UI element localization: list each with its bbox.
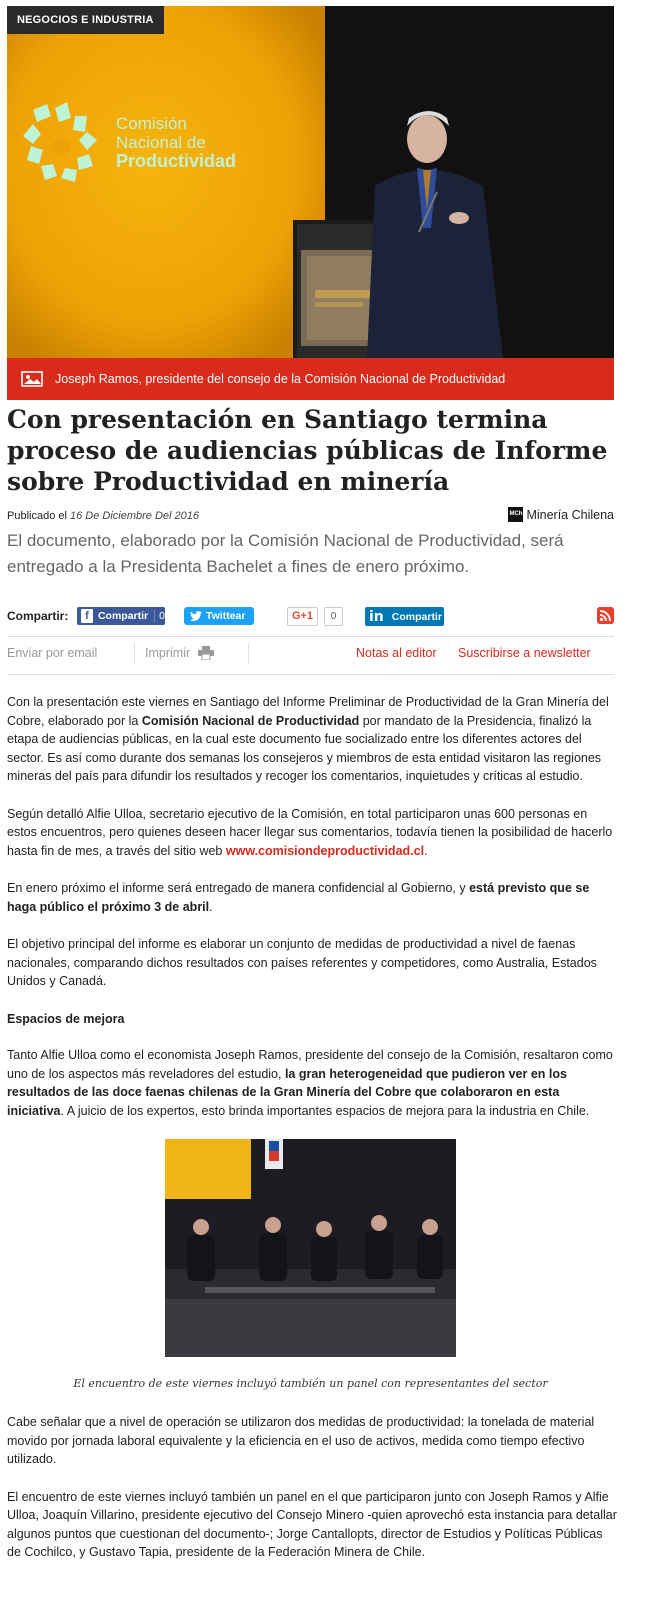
hero-photo: [7, 6, 614, 358]
facebook-icon: f: [81, 609, 93, 623]
facebook-share-button[interactable]: [77, 607, 165, 625]
paragraph: El encuentro de este viernes incluyó también un panel en el que participaron junto con Joseph Ramos y Alfie Ulloa, Joaquín Villarino, presidente ejecutivo del Consejo Minero -quien aprovechó esta instancia para detallar algunos puntos que cuestionan del documento-; Jorge Cantallopts, director de Estudios y Políticas Públicas de Cochilco, y Gustavo Tapia, presidente de la Federación Minera de Chile.: [7, 1489, 617, 1559]
share-label: Compartir:: [7, 609, 69, 623]
source-name: Minería Chilena: [526, 507, 614, 522]
screen-logo-line: Comisión: [116, 114, 187, 133]
notes-to-editor-link[interactable]: Notas al editor: [356, 646, 437, 660]
bold-text: la gran heterogeneidad que pudieron ver en los resultados de las doce faenas chilenas de la Gran Minería del Cobre que colaboraron en esta iniciativa: [7, 1066, 567, 1118]
article-title: Con presentación en Santiago termina proceso de audiencias públicas de Informe sobre Productividad en minería: [7, 405, 608, 496]
text: . A juicio de los expertos, esto brinda importantes espacios de mejora para la industria en Chile.: [60, 1103, 590, 1118]
separator: [134, 644, 135, 664]
category-badge[interactable]: NEGOCIOS E INDUSTRIA: [7, 6, 164, 34]
screen-logo-text: [116, 114, 236, 171]
separator: [248, 644, 249, 664]
facebook-count: 0: [154, 610, 165, 622]
divider: [7, 636, 614, 637]
gplus-count: 0: [324, 607, 343, 626]
twitter-share-label: Twittear: [206, 610, 246, 622]
published-label: Publicado el: [7, 510, 67, 522]
article-subtitle: El documento, elaborado por la Comisión Nacional de Productividad, será entregado a la Presidenta Bachelet a fines de enero próximo.: [7, 531, 564, 576]
source-logo-icon: MCh: [508, 507, 523, 522]
paragraph: [7, 693, 619, 786]
source[interactable]: [508, 507, 614, 522]
paragraph: Cabe señalar que a nivel de operación se utilizaron dos medidas de productividad: la tonelada de material movido por jornada laboral equivalente y la eficiencia en el uso de activos, medida como tiempo efectivo utilizado.: [7, 1415, 595, 1466]
rss-icon[interactable]: [597, 607, 614, 624]
bold-text: está previsto que se haga público el próximo 3 de abril: [7, 881, 590, 914]
email-link[interactable]: Enviar por email: [7, 646, 98, 660]
print-label: Imprimir: [145, 646, 191, 660]
text: .: [209, 899, 213, 914]
published-date: 16 De Diciembre Del 2016: [70, 510, 200, 522]
article-meta: [7, 507, 614, 526]
text: Según detalló Alfie Ulloa, secretario ejecutivo de la Comisión, en total participaron unas 600 personas en estos encuentros, pero quienes deseen hacer llegar sus comentarios, todavía tienen la posibilidad de hacerlo hasta fin de mes, a través del sitio web: [7, 806, 613, 858]
image-icon: [21, 371, 43, 387]
screen-logo-line: Nacional de: [116, 133, 206, 152]
article-tools: [7, 646, 614, 664]
article-body-continued: [7, 1413, 619, 1581]
paragraph: [7, 1046, 619, 1120]
website-link[interactable]: www.comisiondeproductividad.cl: [225, 843, 425, 858]
paragraph: [7, 805, 619, 861]
bold-text: Comisión Nacional de Productividad: [141, 713, 360, 728]
text: por mandato de la Presidencia, finalizó la etapa de audiencias públicas, en la cual este documento fue socializado entre los diferentes actores del sector. Es así como durante dos semanas los consejeros y miembros de esta entidad visitaron las regiones mineras del país para difundir los resultados y recoger los comentarios, inquietudes y críticas al estudio.: [7, 713, 602, 783]
twitter-share-button[interactable]: [184, 607, 254, 625]
panel-photo: [165, 1139, 456, 1357]
hero-image: [7, 6, 614, 400]
gplus-button[interactable]: G+1: [287, 607, 318, 626]
paragraph: [7, 879, 619, 916]
article-body: [7, 693, 619, 1139]
text: .: [424, 843, 428, 858]
facebook-share-label: Compartir: [97, 610, 149, 622]
print-link[interactable]: [145, 646, 214, 660]
photo-caption-bar: [7, 358, 614, 400]
photo-caption: Joseph Ramos, presidente del consejo de la Comisión Nacional de Productividad: [55, 372, 506, 386]
printer-icon: [198, 646, 214, 660]
section-heading: Espacios de mejora: [7, 1011, 125, 1026]
paragraph: El objetivo principal del informe es elaborar un conjunto de medidas de productividad a nivel de faenas nacionales, comparando dichos resultados con países referentes y competidores, como Australia, Estados Unidos y Canadá.: [7, 937, 597, 988]
share-bar: [7, 605, 614, 627]
screen-logo-line: Productividad: [116, 151, 237, 171]
linkedin-icon: in: [369, 608, 384, 625]
twitter-icon: [190, 611, 202, 621]
newsletter-link[interactable]: Suscribirse a newsletter: [458, 646, 591, 660]
figure-caption: El encuentro de este viernes incluyó también un panel con representantes del sector: [73, 1377, 548, 1390]
linkedin-share-label: Compartir: [391, 610, 442, 623]
text: En enero próximo el informe será entregado de manera confidencial al Gobierno, y: [7, 881, 470, 895]
text: Tanto Alfie Ulloa como el economista Joseph Ramos, presidente del consejo de la Comisión, resaltaron como uno de los aspectos más reveladores del estudio,: [7, 1048, 613, 1081]
linkedin-share-button[interactable]: [365, 607, 444, 626]
text: Con la presentación este viernes en Santiago del Informe Preliminar de Productividad de la Gran Minería del Cobre, elaborado por la: [7, 695, 609, 728]
divider: [7, 674, 614, 675]
